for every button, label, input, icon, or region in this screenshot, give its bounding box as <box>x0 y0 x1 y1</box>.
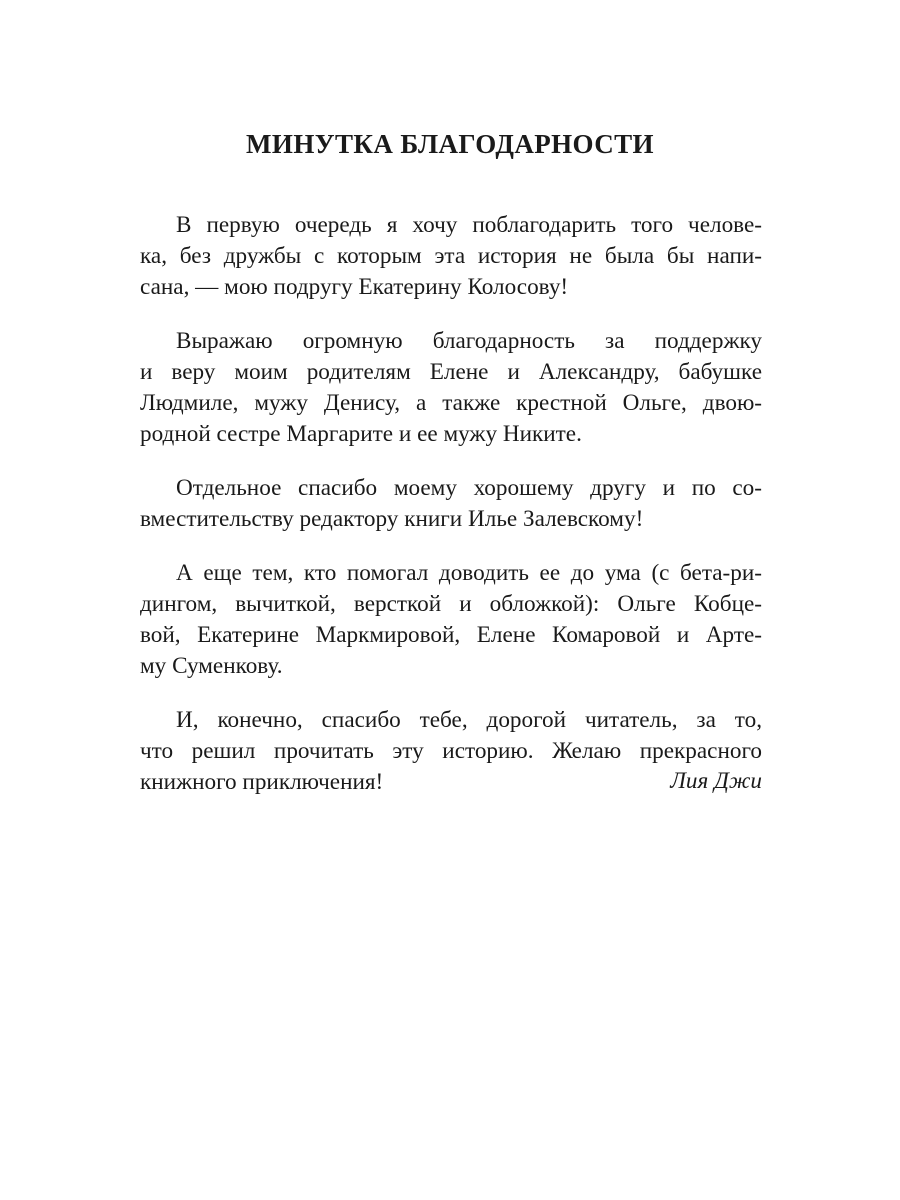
text-line: В первую очередь я хочу поблагодарить того челове- <box>176 212 762 238</box>
acknowledgements-body <box>140 210 762 821</box>
text-line: что решил прочитать эту историю. Желаю прекрасного <box>140 738 762 764</box>
paragraph-2 <box>140 326 762 450</box>
text-line: сана, — мою подругу Екатерину Колосову! <box>140 274 569 300</box>
text-line: и веру моим родителям Елене и Александру, бабушке <box>140 359 762 385</box>
text-line: вместительству редактору книги Илье Залевскому! <box>140 506 644 532</box>
author-signature: Лия Джи <box>670 768 762 794</box>
page-title: МИНУТКА БЛАГОДАРНОСТИ <box>246 129 654 159</box>
text-line: ка, без дружбы с которым эта история не была бы напи- <box>140 243 762 269</box>
text-line: вой, Екатерине Маркмировой, Елене Комаровой и Арте- <box>140 622 762 648</box>
text-line: книжного приключения! <box>140 769 384 795</box>
paragraph-3 <box>140 473 762 535</box>
text-line: дингом, вычиткой, версткой и обложкой): Ольге Кобце- <box>140 591 762 617</box>
text-line: А еще тем, кто помогал доводить ее до ума (с бета-ри- <box>176 560 762 586</box>
paragraph-4 <box>140 558 762 682</box>
text-line: му Суменкову. <box>140 653 283 679</box>
text-line: Отдельное спасибо моему хорошему другу и по со- <box>176 475 762 501</box>
text-line: родной сестре Маргарите и ее мужу Никите. <box>140 421 582 447</box>
text-line: И, конечно, спасибо тебе, дорогой читатель, за то, <box>176 707 762 733</box>
text-line: Выражаю огромную благодарность за поддержку <box>176 328 762 354</box>
paragraph-1 <box>140 210 762 303</box>
text-line: Людмиле, мужу Денису, а также крестной Ольге, двою- <box>140 390 762 416</box>
